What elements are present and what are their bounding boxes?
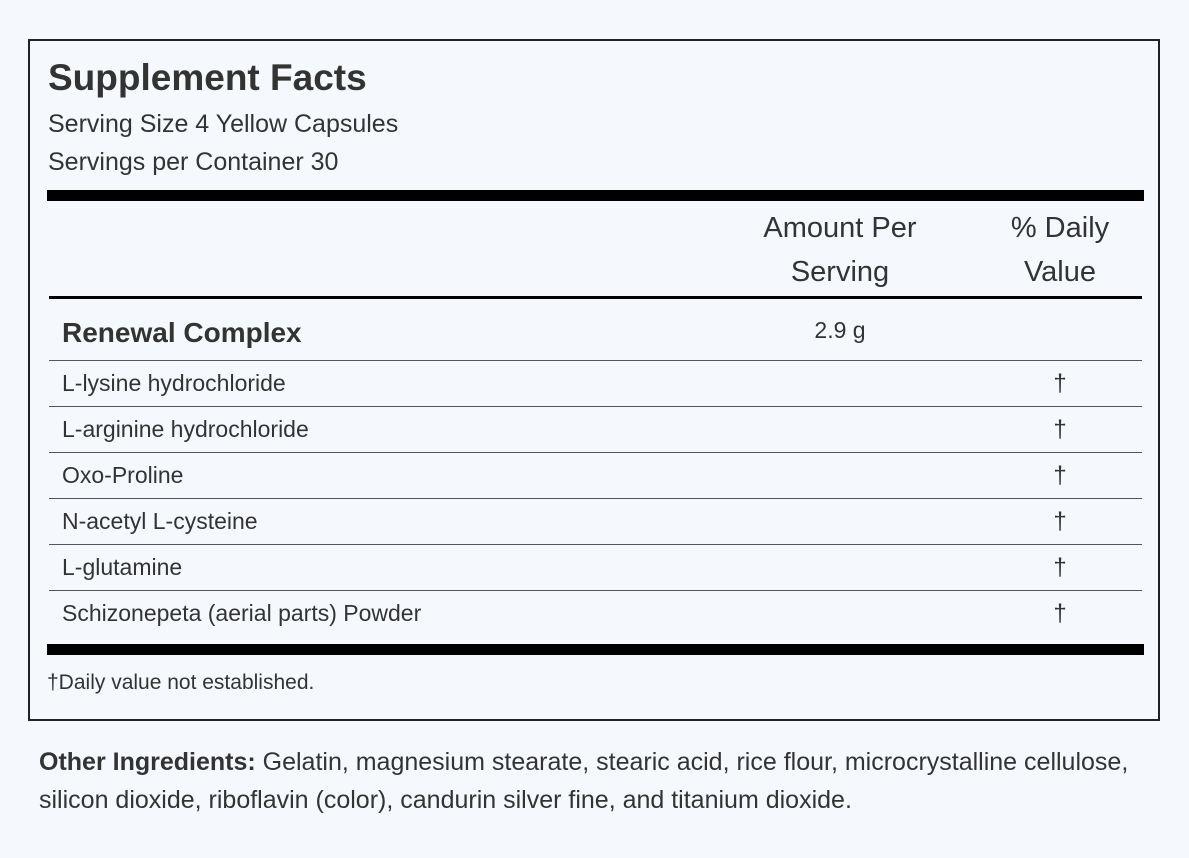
ingredient-name: Schizonepeta (aerial parts) Powder [62, 600, 422, 626]
ingredient-list [49, 360, 1142, 636]
bottom-divider [47, 644, 1144, 655]
ingredient-name: L-glutamine [62, 554, 183, 580]
ingredient-daily-value: † [1053, 416, 1067, 443]
ingredient-name: N-acetyl L-cysteine [62, 508, 258, 534]
top-divider [47, 190, 1144, 201]
amount-header-line1: Amount Per [763, 212, 917, 244]
amount-header-line2: Serving [790, 256, 890, 288]
other-ingredients-text: Gelatin, magnesium stearate, stearic acid, rice flour, microcrystalline cellulose, silicon dioxide, riboflavin (color), candurin silver fine, and titanium dioxide. [39, 748, 1129, 814]
panel-title: Supplement Facts [48, 57, 367, 98]
ingredient-daily-value: † [1053, 462, 1067, 489]
ingredient-daily-value: † [1053, 508, 1067, 535]
supplement-facts-panel [28, 39, 1160, 721]
serving-size: Serving Size 4 Yellow Capsules [48, 110, 399, 138]
ingredient-name: L-lysine hydrochloride [62, 370, 286, 396]
daily-header-line2: Value [1023, 256, 1097, 288]
table-row [49, 406, 1142, 452]
ingredient-daily-value: † [1053, 554, 1067, 581]
footnote: †Daily value not established. [47, 671, 315, 694]
table-row [49, 498, 1142, 544]
other-ingredients-label: Other Ingredients: [39, 748, 256, 776]
table-row [49, 590, 1142, 636]
header-divider [49, 296, 1142, 299]
table-row [49, 360, 1142, 406]
complex-name: Renewal Complex [62, 317, 302, 348]
ingredient-daily-value: † [1053, 370, 1067, 397]
ingredient-name: Oxo-Proline [62, 462, 184, 488]
other-ingredients [39, 743, 1149, 819]
table-row [49, 544, 1142, 590]
ingredient-name: L-arginine hydrochloride [62, 416, 309, 442]
daily-value-header [960, 206, 1160, 294]
servings-per-container: Servings per Container 30 [48, 148, 339, 176]
table-row [49, 452, 1142, 498]
daily-header-line1: % Daily [1010, 212, 1110, 244]
ingredient-daily-value: † [1053, 600, 1067, 627]
amount-per-serving-header [730, 206, 950, 294]
complex-amount: 2.9 g [814, 317, 866, 343]
